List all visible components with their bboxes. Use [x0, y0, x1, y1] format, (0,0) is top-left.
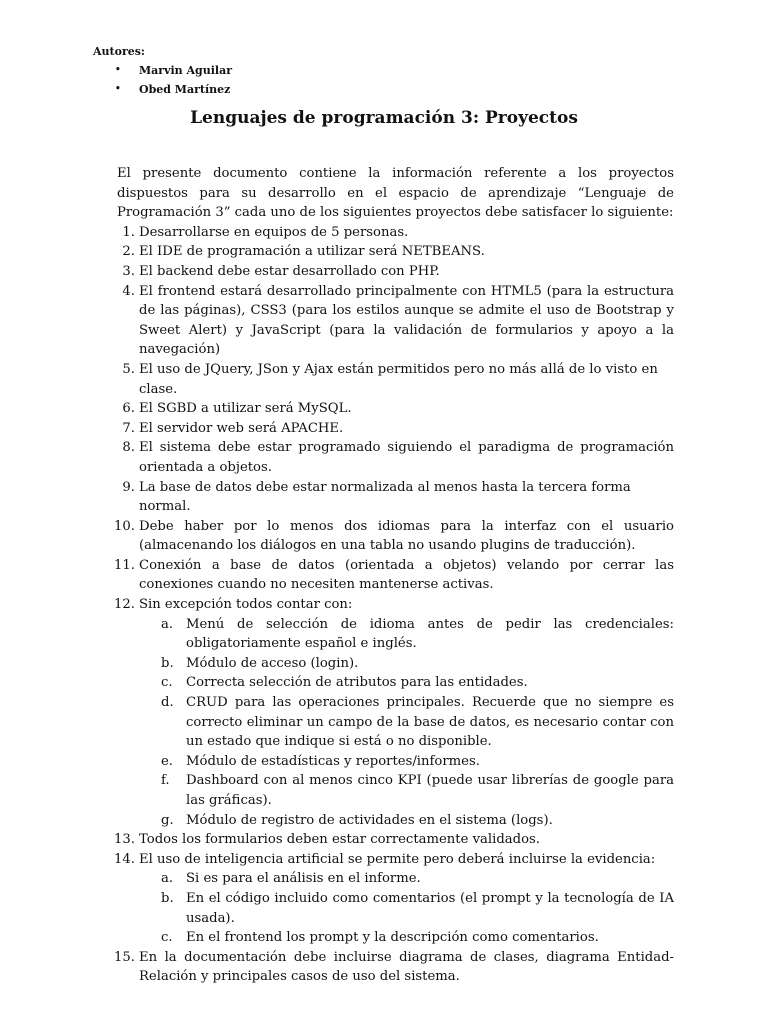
sub-list-item — [139, 928, 674, 948]
item-number: 1. — [122, 224, 135, 240]
list-item — [114, 948, 674, 987]
list-item — [114, 830, 674, 850]
item-number: 2. — [122, 244, 135, 260]
sub-item-text: Dashboard con al menos cinco KPI (puede usar librerías de google para las gráficas). — [186, 773, 674, 808]
list-item — [114, 517, 674, 556]
sub-item-letter: d. — [161, 695, 174, 711]
author-name: Marvin Aguilar — [139, 64, 233, 77]
list-item — [117, 438, 674, 477]
sub-item-text: En el frontend los prompt y la descripción como comentarios. — [186, 930, 599, 946]
sub-item-letter: b. — [161, 890, 174, 906]
sub-item-letter: g. — [161, 812, 174, 828]
list-item — [117, 399, 674, 419]
sub-item-text: Módulo de registro de actividades en el sistema (logs). — [186, 812, 553, 828]
authors-heading: Autores: — [93, 45, 145, 58]
intro-paragraph: El presente documento contiene la información referente a los proyectos dispuestos para su desarrollo en el espacio de aprendizaje “Lenguaje de Programación 3” cada uno de los siguientes proyectos debe satisfacer lo siguiente: — [117, 166, 674, 221]
sub-list-item — [139, 673, 674, 693]
item-number: 8. — [122, 440, 135, 456]
list-item — [117, 262, 674, 282]
sub-list-item — [139, 654, 674, 674]
item-text: Debe haber por lo menos dos idiomas para la interfaz con el usuario (almacenando los diálogos en una tabla no usando plugins de traducción). — [139, 518, 674, 554]
item-number: 13. — [114, 832, 135, 848]
list-item — [114, 556, 674, 595]
sub-list-item — [139, 693, 674, 752]
sub-item-letter: c. — [161, 675, 173, 691]
sub-list-item — [139, 771, 674, 810]
sub-list-item — [139, 869, 674, 889]
sub-list-item — [139, 615, 674, 654]
sub-item-text: Módulo de estadísticas y reportes/informes. — [186, 753, 480, 769]
item-text: En la documentación debe incluirse diagrama de clases, diagrama Entidad-Relación y principales casos de uso del sistema. — [139, 949, 674, 985]
sub-item-text: Correcta selección de atributos para las entidades. — [186, 675, 528, 691]
item-text: Conexión a base de datos (orientada a objetos) velando por cerrar las conexiones cuando no necesiten mantenerse activas. — [139, 557, 674, 593]
item-text: El backend debe estar desarrollado con PHP. — [139, 263, 440, 279]
list-item — [117, 242, 674, 262]
sub-list — [139, 615, 674, 831]
item-number: 3. — [122, 263, 135, 279]
item-text: El uso de inteligencia artificial se permite pero deberá incluirse la evidencia: — [139, 851, 656, 867]
list-item — [114, 595, 674, 830]
requirements-list — [114, 223, 674, 987]
document-title: Lenguajes de programación 3: Proyectos — [190, 108, 578, 128]
item-text: El SGBD a utilizar será MySQL. — [139, 401, 352, 417]
sub-item-letter: f. — [161, 773, 170, 789]
author-item — [93, 80, 232, 99]
item-number: 14. — [114, 851, 135, 867]
item-number: 10. — [114, 518, 135, 534]
sub-item-letter: b. — [161, 655, 174, 671]
sub-item-letter: a. — [161, 871, 174, 887]
item-text: Todos los formularios deben estar correctamente validados. — [139, 832, 540, 848]
authors-block — [93, 42, 232, 99]
item-text: El uso de JQuery, JSon y Ajax están permitidos pero no más allá de lo visto en clase. — [139, 361, 658, 397]
sub-item-text: Si es para el análisis en el informe. — [186, 871, 421, 887]
list-item — [117, 478, 674, 517]
list-item — [117, 419, 674, 439]
item-text: La base de datos debe estar normalizada al menos hasta la tercera forma normal. — [139, 479, 631, 515]
sub-item-letter: c. — [161, 930, 173, 946]
sub-item-text: Módulo de acceso (login). — [186, 655, 359, 671]
item-text: Desarrollarse en equipos de 5 personas. — [139, 224, 409, 240]
item-text: El servidor web será APACHE. — [139, 420, 344, 436]
item-number: 6. — [122, 401, 135, 417]
sub-list-item — [139, 889, 674, 928]
sub-item-letter: e. — [161, 753, 173, 769]
sub-item-text: CRUD para las operaciones principales. Recuerde que no siempre es correcto eliminar un campo de la base de datos, es necesario contar con un estado que indique si está o no disponible. — [186, 695, 674, 750]
sub-item-letter: a. — [161, 616, 174, 632]
document-body — [114, 164, 674, 987]
item-number: 15. — [114, 949, 135, 965]
authors-list — [93, 61, 232, 99]
sub-list-item — [139, 811, 674, 831]
item-text: El sistema debe estar programado siguiendo el paradigma de programación orientada a objetos. — [139, 440, 674, 475]
bullet-icon: • — [115, 65, 121, 75]
list-item — [117, 360, 674, 399]
item-number: 9. — [122, 479, 135, 495]
sub-item-text: En el código incluido como comentarios (el prompt y la tecnología de IA usada). — [186, 890, 674, 926]
item-number: 5. — [122, 361, 135, 377]
sub-list-item — [139, 752, 674, 772]
sub-item-text: Menú de selección de idioma antes de pedir las credenciales: obligatoriamente español e inglés. — [186, 616, 674, 652]
item-number: 7. — [122, 420, 135, 436]
item-number: 12. — [114, 597, 135, 613]
item-number: 11. — [114, 557, 135, 573]
list-item — [117, 223, 674, 243]
bullet-icon: • — [115, 84, 121, 94]
author-name: Obed Martínez — [139, 83, 231, 96]
list-item — [117, 282, 674, 360]
item-number: 4. — [122, 283, 135, 299]
list-item — [114, 850, 674, 948]
item-text: El IDE de programación a utilizar será NETBEANS. — [139, 244, 485, 260]
item-text: Sin excepción todos contar con: — [139, 597, 353, 613]
item-text: El frontend estará desarrollado principalmente con HTML5 (para la estructura de las páginas), CSS3 (para los estilos aunque se admite el uso de Bootstrap y Sweet Alert) y JavaScript (para la validación de formularios y apoyo a la navegación) — [139, 283, 674, 358]
author-item — [93, 61, 232, 80]
sub-list — [139, 869, 674, 947]
